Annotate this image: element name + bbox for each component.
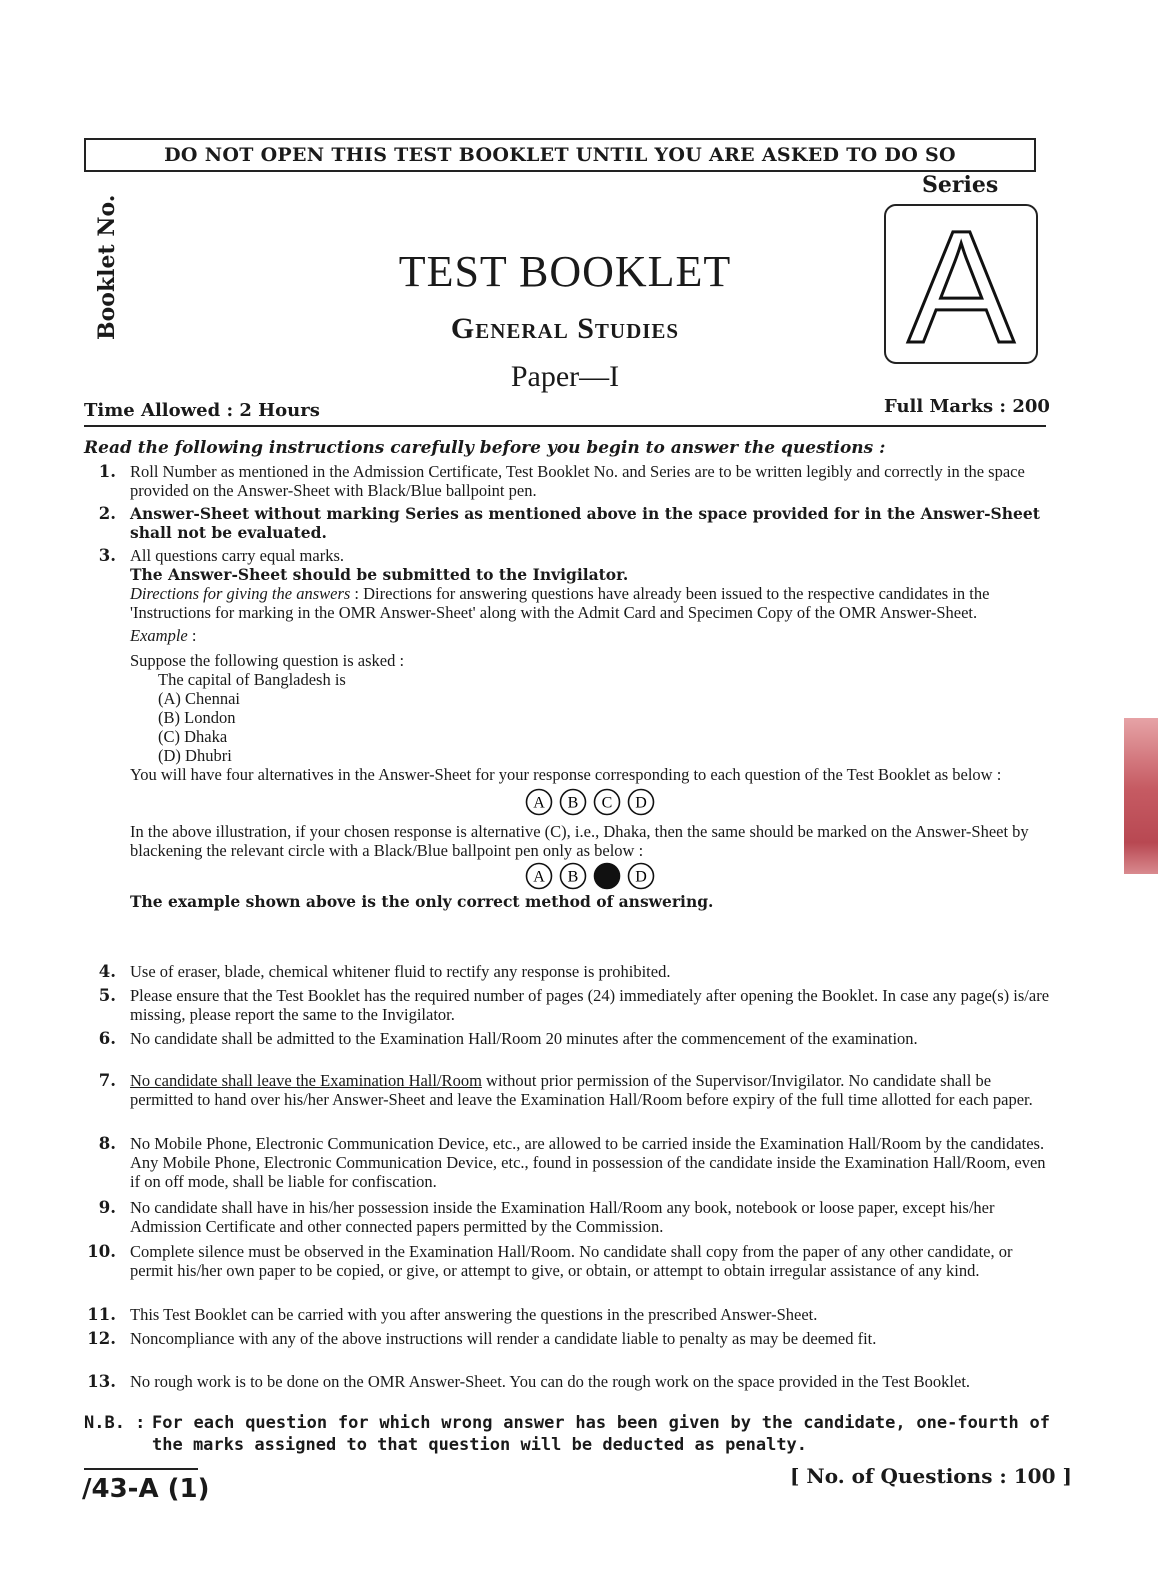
instruction-number: 10. bbox=[87, 1242, 116, 1261]
instruction-text: No candidate shall have in his/her possession inside the Examination Hall/Room any book, notebook or loose paper, except his/her Admission Certificate and other connected papers permitted by the Commission. bbox=[130, 1198, 995, 1236]
instruction-number: 8. bbox=[98, 1134, 116, 1153]
example-option: (C) Dhaka bbox=[158, 727, 228, 746]
warning-banner bbox=[84, 138, 1036, 172]
bubble-letter: B bbox=[567, 868, 579, 886]
instruction-item bbox=[84, 1198, 1050, 1236]
example-question: The capital of Bangladesh is bbox=[158, 670, 346, 689]
instruction-item bbox=[84, 1029, 1050, 1048]
bubble-c bbox=[593, 788, 621, 816]
instruction-number: 2. bbox=[98, 504, 116, 523]
bubble-a bbox=[525, 788, 553, 816]
bubble-row-example bbox=[130, 788, 1050, 816]
instruction-item bbox=[84, 1329, 1050, 1348]
bubble-d bbox=[627, 788, 655, 816]
time-allowed: Time Allowed : 2 Hours bbox=[84, 400, 320, 421]
example-option: (D) Dhubri bbox=[158, 746, 232, 765]
instructions-intro: Read the following instructions carefully before you begin to answer the questions : bbox=[84, 438, 886, 458]
example-option: (B) London bbox=[158, 708, 236, 727]
instruction-number: 5. bbox=[98, 986, 116, 1005]
nb-note bbox=[84, 1412, 1050, 1456]
instruction-item bbox=[84, 1134, 1050, 1191]
bubble-letter: B bbox=[567, 794, 579, 812]
instruction-item bbox=[84, 1305, 1050, 1324]
instruction-number: 12. bbox=[87, 1329, 116, 1348]
bubble-letter: A bbox=[533, 794, 545, 812]
instruction-number: 9. bbox=[98, 1198, 116, 1217]
instruction-text: All questions carry equal marks. bbox=[130, 546, 344, 565]
instruction-number: 3. bbox=[98, 546, 116, 565]
bubble-d bbox=[627, 862, 655, 890]
instruction-item bbox=[84, 546, 1050, 911]
directions-label: Directions for giving the answers bbox=[130, 584, 351, 603]
example-suffix: : bbox=[187, 626, 197, 645]
instruction-item bbox=[84, 462, 1050, 500]
warning-text: DO NOT OPEN THIS TEST BOOKLET UNTIL YOU ARE ASKED TO DO SO bbox=[164, 144, 956, 166]
bubble-letter: C bbox=[601, 794, 613, 812]
example-label: Example bbox=[130, 626, 188, 645]
divider bbox=[84, 425, 1046, 427]
instruction-item bbox=[84, 504, 1050, 542]
series-label: Series bbox=[922, 172, 999, 198]
alternatives-text: You will have four alternatives in the Answer-Sheet for your response corresponding to each question of the Test Booklet as below : bbox=[130, 765, 1002, 784]
instruction-text bbox=[130, 1071, 1050, 1109]
instruction-item bbox=[84, 1071, 1050, 1109]
instruction-text: Roll Number as mentioned in the Admission Certificate, Test Booklet No. and Series are to be written legibly and correctly in the space provided on the Answer-Sheet with Black/Blue ballpoint pen. bbox=[130, 462, 1025, 500]
subject-title: General Studies bbox=[450, 312, 680, 345]
example-heading bbox=[130, 626, 1050, 645]
instruction-text: Noncompliance with any of the above instructions will render a candidate liable to penalty as may be deemed fit. bbox=[130, 1329, 877, 1348]
example-option: (A) Chennai bbox=[158, 689, 241, 708]
instruction-rest: without prior permission of the Supervisor/Invigilator. No candidate shall be permitted to hand over his/her Answer-Sheet and leave the Examination Hall/Room before expiry of the full time allotted for each paper. bbox=[130, 1071, 1033, 1109]
underlined-text: No candidate shall leave the Examination Hall/Room bbox=[130, 1071, 482, 1090]
full-marks: Full Marks : 200 bbox=[884, 396, 1050, 417]
bubble-b bbox=[559, 788, 587, 816]
code-rule bbox=[84, 1468, 198, 1470]
red-edge-mark bbox=[1124, 718, 1158, 874]
booklet-no-label: Booklet No. bbox=[94, 194, 120, 340]
series-letter: A bbox=[907, 214, 1015, 354]
instruction-item bbox=[84, 962, 1050, 981]
booklet-title: TEST BOOKLET bbox=[398, 247, 732, 296]
instruction-number: 11. bbox=[87, 1305, 116, 1324]
instruction-text: No Mobile Phone, Electronic Communication Device, etc., are allowed to be carried inside the Examination Hall/Room by the candidates. Any Mobile Phone, Electronic Communication Device, etc., found in possession of the candidate inside the Examination Hall/Room, even if on off mode, shall be liable for confiscation. bbox=[130, 1134, 1046, 1191]
bubble-letter: A bbox=[533, 868, 545, 886]
instruction-number: 6. bbox=[98, 1029, 116, 1048]
paper-title: Paper—I bbox=[510, 360, 620, 393]
booklet-code: /43-A (1) bbox=[82, 1474, 210, 1504]
correct-method-note: The example shown above is the only correct method of answering. bbox=[130, 892, 714, 911]
instruction-text: No rough work is to be done on the OMR Answer-Sheet. You can do the rough work on the space provided in the Test Booklet. bbox=[130, 1372, 971, 1391]
instruction-text: Answer-Sheet without marking Series as mentioned above in the space provided for in the Answer-Sheet shall not be evaluated. bbox=[130, 504, 1040, 542]
bubble-row-marked bbox=[130, 862, 1050, 890]
suppose-text: Suppose the following question is asked : bbox=[130, 651, 405, 670]
instruction-text: This Test Booklet can be carried with you after answering the questions in the prescribed Answer-Sheet. bbox=[130, 1305, 818, 1324]
submission-note: The Answer-Sheet should be submitted to the Invigilator. bbox=[130, 565, 629, 584]
bubble-filled bbox=[593, 862, 621, 890]
illustration-text: In the above illustration, if your chosen response is alternative (C), i.e., Dhaka, then the same should be marked on the Answer-Sheet by blackening the relevant circle with a Black/Blue ballpoint pen only as below : bbox=[130, 822, 1029, 860]
instruction-item bbox=[84, 1372, 1050, 1391]
instruction-number: 7. bbox=[98, 1071, 116, 1090]
instruction-text: Complete silence must be observed in the Examination Hall/Room. No candidate shall copy from the paper of any other candidate, or permit his/her own paper to be copied, or give, or attempt to give, or obtain, or attempt to obtain irregular assistance of any kind. bbox=[130, 1242, 1013, 1280]
bubble-letter: D bbox=[635, 794, 647, 812]
instruction-item bbox=[84, 1242, 1050, 1280]
bubble-a bbox=[525, 862, 553, 890]
directions-text: : Directions for answering questions have already been issued to the respective candidates in the 'Instructions for marking in the OMR Answer-Sheet' along with the Admit Card and Specimen Copy of the OMR Answer-Sheet. bbox=[130, 584, 990, 622]
nb-text: For each question for which wrong answer has been given by the candidate, one-fourth of the marks assigned to that question will be deducted as penalty. bbox=[152, 1413, 1050, 1455]
instruction-number: 13. bbox=[87, 1372, 116, 1391]
question-count: [ No. of Questions : 100 ] bbox=[790, 1464, 1072, 1488]
instruction-text: Please ensure that the Test Booklet has the required number of pages (24) immediately after opening the Booklet. In case any page(s) is/are missing, please report the same to the Invigilator. bbox=[130, 986, 1050, 1024]
nb-label: N.B. : bbox=[84, 1413, 146, 1433]
directions-paragraph bbox=[130, 584, 1050, 622]
instruction-item bbox=[84, 986, 1050, 1024]
instruction-text: No candidate shall be admitted to the Examination Hall/Room 20 minutes after the commencement of the examination. bbox=[130, 1029, 918, 1048]
instruction-text: Use of eraser, blade, chemical whitener fluid to rectify any response is prohibited. bbox=[130, 962, 671, 981]
bubble-letter: D bbox=[635, 868, 647, 886]
instruction-number: 4. bbox=[98, 962, 116, 981]
bubble-b bbox=[559, 862, 587, 890]
instruction-number: 1. bbox=[98, 462, 116, 481]
